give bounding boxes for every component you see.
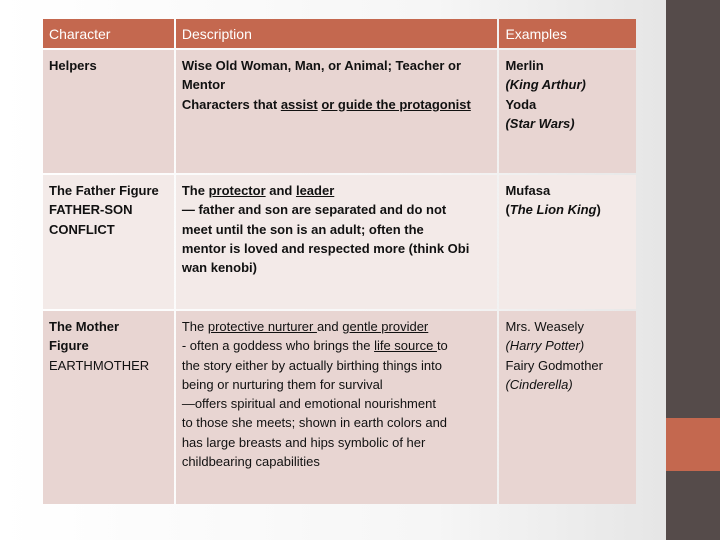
underlined-text: life source xyxy=(374,338,437,354)
character-line xyxy=(49,317,168,336)
text-segment: Helpers xyxy=(49,58,97,73)
description-line xyxy=(182,200,492,219)
examples-line xyxy=(505,181,630,200)
text-segment: Mentor xyxy=(181,77,226,93)
text-segment: wan kenobi) xyxy=(181,260,257,276)
text-segment: The Mother xyxy=(49,319,120,334)
text-segment: Mrs. Weasely xyxy=(505,319,584,334)
examples-line xyxy=(505,75,630,94)
text-segment: (Star Wars) xyxy=(505,115,575,131)
underlined-text: leader xyxy=(295,183,335,198)
text-segment: ( xyxy=(505,202,510,218)
text-segment: - often a goddess who brings the xyxy=(181,338,375,354)
description-line xyxy=(182,258,492,277)
examples-line xyxy=(505,200,630,219)
text-segment: — father and son are separated and do not xyxy=(181,202,447,218)
description-line xyxy=(182,433,492,452)
text-segment: and xyxy=(316,319,343,334)
text-segment: (King Arthur) xyxy=(505,77,586,93)
text-segment: The xyxy=(181,183,209,198)
description-line xyxy=(182,75,492,94)
character-line xyxy=(49,56,168,75)
underlined-text: protective nurturer xyxy=(207,319,317,334)
examples-cell xyxy=(499,50,636,173)
text-segment: The Lion King xyxy=(509,202,597,218)
text-segment: Figure xyxy=(49,338,89,354)
description-line xyxy=(182,220,492,239)
examples-line xyxy=(505,114,630,133)
header-examples: Examples xyxy=(499,19,636,48)
text-segment: meet until the son is an adult; often the xyxy=(181,221,424,237)
character-cell xyxy=(43,50,174,173)
table-row xyxy=(43,311,636,504)
text-segment: Mufasa xyxy=(505,183,551,198)
text-segment: FATHER-SON xyxy=(49,202,133,218)
examples-line xyxy=(505,56,630,75)
text-segment: being or nurturing them for survival xyxy=(181,376,383,392)
description-line xyxy=(182,356,492,375)
text-segment: EARTHMOTHER xyxy=(49,357,150,373)
character-line xyxy=(49,181,168,200)
header-character: Character xyxy=(43,19,174,48)
header-description: Description xyxy=(176,19,498,48)
text-segment: The Father Figure xyxy=(49,183,159,198)
text-segment: to xyxy=(436,338,448,354)
description-cell xyxy=(176,50,498,173)
description-line xyxy=(182,56,492,75)
examples-cell xyxy=(499,311,636,504)
text-segment: The xyxy=(181,319,208,334)
text-segment: Yoda xyxy=(505,96,537,112)
text-segment: childbearing capabilities xyxy=(181,454,320,470)
underlined-text: or guide the protagonist xyxy=(321,96,471,112)
description-line xyxy=(182,452,492,471)
examples-cell xyxy=(499,175,636,309)
decorative-accent-block xyxy=(666,418,720,471)
table-row xyxy=(43,175,636,309)
underlined-text: assist xyxy=(280,96,318,112)
text-segment: —offers spiritual and emotional nourishment xyxy=(181,396,436,412)
examples-line xyxy=(505,336,630,355)
description-line xyxy=(182,394,492,413)
examples-line xyxy=(505,317,630,336)
table-header-row xyxy=(43,19,636,48)
description-line xyxy=(182,95,492,114)
examples-line xyxy=(505,375,630,394)
character-line xyxy=(49,356,168,375)
text-segment: (Cinderella) xyxy=(505,376,573,392)
text-segment: Wise Old Woman, Man, or Animal; Teacher or xyxy=(181,58,462,73)
text-segment: Merlin xyxy=(505,58,544,73)
text-segment: (Harry Potter) xyxy=(505,338,585,354)
description-line xyxy=(182,317,492,336)
text-segment: ) xyxy=(596,202,601,218)
archetype-table xyxy=(41,17,638,506)
text-segment: and xyxy=(265,183,296,198)
text-segment: the story either by actually birthing things into xyxy=(181,357,442,373)
text-segment: has large breasts and hips symbolic of her xyxy=(181,434,426,450)
text-segment: Characters that xyxy=(181,96,281,112)
text-segment: CONFLICT xyxy=(49,221,115,237)
table-row xyxy=(43,50,636,173)
examples-line xyxy=(505,95,630,114)
character-line xyxy=(49,336,168,355)
text-segment: mentor is loved and respected more (think Obi xyxy=(181,240,470,256)
text-segment: to those she meets; shown in earth colors and xyxy=(181,415,448,431)
character-cell xyxy=(43,175,174,309)
description-cell xyxy=(176,175,498,309)
description-line xyxy=(182,239,492,258)
examples-line xyxy=(505,356,630,375)
underlined-text: gentle provider xyxy=(342,319,429,334)
description-line xyxy=(182,336,492,355)
description-cell xyxy=(176,311,498,504)
character-line xyxy=(49,200,168,219)
character-line xyxy=(49,220,168,239)
text-segment: Fairy Godmother xyxy=(505,357,603,373)
description-line xyxy=(182,413,492,432)
character-cell xyxy=(43,311,174,504)
underlined-text: protector xyxy=(208,183,266,198)
description-line xyxy=(182,181,492,200)
description-line xyxy=(182,375,492,394)
